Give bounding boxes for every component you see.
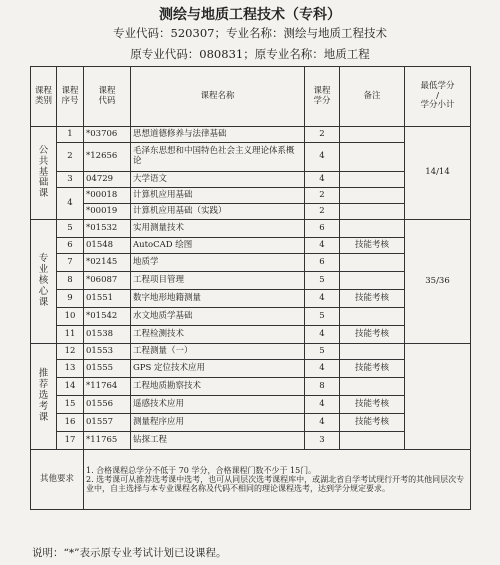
name-cell: 计算机应用基础 — [131, 188, 305, 204]
credit-cell: 8 — [305, 378, 340, 396]
credit-cell: 4 — [305, 290, 340, 308]
remark-cell: 技能考核 — [340, 360, 405, 378]
code-cell: 01557 — [84, 414, 131, 432]
seq-cell: 7 — [57, 254, 84, 272]
code-cell: 04729 — [84, 172, 131, 188]
requirement-item: 1. 合格课程总学分不低于 70 学分，合格课程门数不少于 15门。 — [86, 465, 317, 475]
seq-cell: 1 — [57, 127, 84, 143]
table-row — [31, 220, 471, 238]
former-major-info: 原专业代码：080831；原专业名称：地质工程 — [130, 47, 370, 61]
name-cell: 工程测量（一） — [131, 344, 305, 360]
code-cell: 01551 — [84, 290, 131, 308]
table-row — [31, 127, 471, 143]
remark-cell — [340, 344, 405, 360]
remark-cell: 技能考核 — [340, 396, 405, 414]
credit-cell: 4 — [305, 172, 340, 188]
seq-cell: 5 — [57, 220, 84, 238]
credit-cell: 6 — [305, 254, 340, 272]
code-cell: *01542 — [84, 308, 131, 326]
name-cell: 工程地质勘察技术 — [131, 378, 305, 396]
code-cell: 01548 — [84, 238, 131, 254]
credit-cell: 4 — [305, 326, 340, 344]
remark-cell — [340, 188, 405, 204]
code-cell: *11764 — [84, 378, 131, 396]
code-cell: 01555 — [84, 360, 131, 378]
subtotal-cell — [405, 344, 471, 450]
remark-cell — [340, 254, 405, 272]
seq-cell: 12 — [57, 344, 84, 360]
header-min-credit: 最低学分 / 学分小计 — [405, 67, 471, 127]
credit-cell: 4 — [305, 414, 340, 432]
seq-cell: 10 — [57, 308, 84, 326]
name-cell: 工程项目管理 — [131, 272, 305, 290]
name-cell: 地质学 — [131, 254, 305, 272]
seq-cell: 6 — [57, 238, 84, 254]
credit-cell: 3 — [305, 432, 340, 450]
header-remark: 备注 — [340, 67, 405, 127]
name-cell: 实用测量技术 — [131, 220, 305, 238]
credit-cell: 5 — [305, 272, 340, 290]
header-name: 课程名称 — [131, 67, 305, 127]
credit-cell: 4 — [305, 360, 340, 378]
credit-cell: 4 — [305, 143, 340, 172]
code-cell: 01556 — [84, 396, 131, 414]
subtotal-cell: 35/36 — [405, 220, 471, 344]
credit-cell: 5 — [305, 344, 340, 360]
name-cell: 思想道德修养与法律基础 — [131, 127, 305, 143]
seq-cell: 9 — [57, 290, 84, 308]
seq-cell: 17 — [57, 432, 84, 450]
seq-cell: 3 — [57, 172, 84, 188]
table-row — [31, 344, 471, 360]
header-credit: 课程 学分 — [305, 67, 340, 127]
remark-cell — [340, 172, 405, 188]
code-cell: *06087 — [84, 272, 131, 290]
credit-cell: 4 — [305, 396, 340, 414]
code-cell: *03706 — [84, 127, 131, 143]
remark-cell — [340, 127, 405, 143]
code-cell: *11765 — [84, 432, 131, 450]
remark-cell — [340, 143, 405, 172]
course-table — [30, 66, 471, 510]
header-category: 课程 类别 — [31, 67, 57, 127]
name-cell: 测量程序应用 — [131, 414, 305, 432]
code-cell: 01553 — [84, 344, 131, 360]
seq-cell: 13 — [57, 360, 84, 378]
header-seq: 课程 序号 — [57, 67, 84, 127]
remark-cell — [340, 432, 405, 450]
code-cell: *01532 — [84, 220, 131, 238]
credit-cell: 6 — [305, 220, 340, 238]
name-cell: 计算机应用基础（实践） — [131, 204, 305, 220]
credit-cell: 2 — [305, 127, 340, 143]
requirement-item: 2. 选考课可从推荐选考课中选考，也可从同层次选考课程库中，或湖北省自学考试现行开考的其他同层次专业中，自主选择与本专业课程名称及代码不相同的理论课程选考，达到学分规定要求。 — [86, 474, 465, 494]
remark-cell — [340, 308, 405, 326]
remark-cell — [340, 378, 405, 396]
category-cell: 推 荐 选 考 课 — [31, 344, 57, 450]
credit-cell: 4 — [305, 238, 340, 254]
remark-cell — [340, 220, 405, 238]
seq-cell: 14 — [57, 378, 84, 396]
category-cell: 专 业 核 心 课 — [31, 220, 57, 344]
seq-cell: 16 — [57, 414, 84, 432]
name-cell: 钻探工程 — [131, 432, 305, 450]
table-header-row — [31, 67, 471, 127]
other-requirements-content — [84, 450, 471, 510]
name-cell: AutoCAD 绘图 — [131, 238, 305, 254]
remark-cell: 技能考核 — [340, 238, 405, 254]
name-cell: 水文地质学基础 — [131, 308, 305, 326]
seq-cell: 8 — [57, 272, 84, 290]
name-cell: 大学语文 — [131, 172, 305, 188]
code-cell: *00018 — [84, 188, 131, 204]
remark-cell: 技能考核 — [340, 326, 405, 344]
other-requirements-row — [31, 450, 471, 510]
seq-cell: 15 — [57, 396, 84, 414]
seq-cell: 11 — [57, 326, 84, 344]
remark-cell: 技能考核 — [340, 414, 405, 432]
remark-cell — [340, 272, 405, 290]
major-info: 专业代码：520307；专业名称：测绘与地质工程技术 — [113, 26, 387, 40]
header-code: 课程 代码 — [84, 67, 131, 127]
document-title: 测绘与地质工程技术（专科） — [159, 7, 341, 23]
credit-cell: 2 — [305, 188, 340, 204]
credit-cell: 5 — [305, 308, 340, 326]
category-cell: 公 共 基 础 课 — [31, 127, 57, 220]
footnote: 说明：“*”表示原专业考试计划已设课程。 — [32, 547, 227, 559]
code-cell: *02145 — [84, 254, 131, 272]
subtotal-cell: 14/14 — [405, 127, 471, 220]
name-cell: 工程检测技术 — [131, 326, 305, 344]
remark-cell: 技能考核 — [340, 290, 405, 308]
name-cell: 毛泽东思想和中国特色社会主义理论体系概论 — [131, 143, 305, 172]
other-requirements-label: 其他要求 — [31, 450, 84, 510]
name-cell: 数字地形地籍测量 — [131, 290, 305, 308]
code-cell: 01538 — [84, 326, 131, 344]
credit-cell: 2 — [305, 204, 340, 220]
name-cell: 遥感技术应用 — [131, 396, 305, 414]
code-cell: *12656 — [84, 143, 131, 172]
seq-cell: 4 — [57, 188, 84, 220]
seq-cell: 2 — [57, 143, 84, 172]
remark-cell — [340, 204, 405, 220]
code-cell: *00019 — [84, 204, 131, 220]
name-cell: GPS 定位技术应用 — [131, 360, 305, 378]
